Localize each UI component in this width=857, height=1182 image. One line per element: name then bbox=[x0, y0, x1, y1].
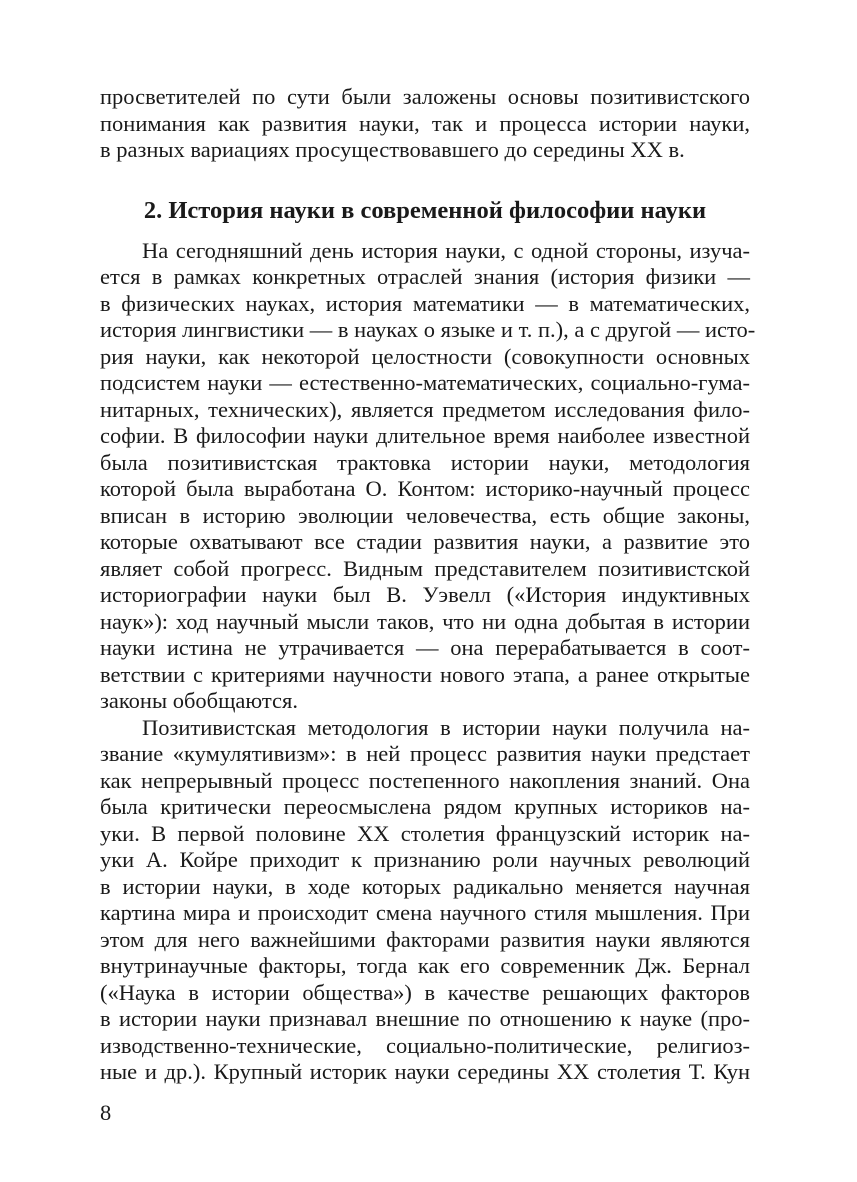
text-line: была критически переосмыслена рядом крупных историков на- bbox=[100, 794, 750, 819]
text-line: софии. В философии науки длительное время наиболее известной bbox=[100, 423, 750, 448]
text-line: историографии науки был В. Уэвелл («История индуктивных bbox=[100, 582, 750, 607]
text-line: в физических науках, история математики — в математических, bbox=[100, 290, 750, 316]
text-line: в разных вариациях просуществовавшего до середины XX в. bbox=[100, 137, 685, 162]
text-line: На сегодняшний день история науки, с одной стороны, изуча- bbox=[142, 237, 750, 263]
text-line: звание «кумулятивизм»: в ней процесс развития науки предстает bbox=[100, 741, 750, 766]
text-line: история лингвистики — в науках о языке и т. п.), а с другой — исто- bbox=[100, 317, 756, 342]
page-body bbox=[100, 84, 756, 1086]
text-line: уки А. Койре приходит к признанию роли научных революций bbox=[100, 847, 750, 872]
text-line: являет собой прогресс. Видным представителем позитивистской bbox=[100, 555, 750, 581]
text-line: изводственно-технические, социально-политические, религиоз- bbox=[100, 1032, 750, 1058]
text-line: вписан в историю эволюции человечества, есть общие законы, bbox=[100, 502, 750, 528]
text-line: внутринаучные факторы, тогда как его современник Дж. Бернал bbox=[100, 953, 750, 978]
intro-paragraph bbox=[100, 84, 750, 164]
text-line: ные и др.). Крупный историк науки середины XX столетия Т. Кун bbox=[100, 1059, 750, 1084]
text-line: как непрерывный процесс постепенного накопления знаний. Она bbox=[100, 767, 750, 793]
text-line: нитарных, технических), является предметом исследования фило- bbox=[100, 396, 750, 422]
text-line: наук»): ход научный мысли таков, что ни одна добытая в истории bbox=[100, 608, 750, 634]
text-line: была позитивистская трактовка истории науки, методология bbox=[100, 449, 750, 475]
text-line: уки. В первой половине XX столетия французский историк на- bbox=[100, 820, 750, 846]
section-heading: 2. История науки в современной философии науки bbox=[143, 196, 707, 224]
text-line: картина мира и происходит смена научного стиля мышления. При bbox=[100, 900, 750, 925]
text-line: в истории науки, в ходе которых радикально меняется научная bbox=[100, 873, 750, 899]
text-line: которые охватывают все стадии развития науки, а развитие это bbox=[100, 529, 750, 554]
text-line: науки истина не утрачивается — она перерабатывается в соот- bbox=[100, 635, 750, 660]
text-line: в истории науки признавал внешние по отношению к науке (про- bbox=[100, 1006, 750, 1031]
paragraph-1 bbox=[100, 237, 756, 715]
text-line: («Наука в истории общества») в качестве решающих факторов bbox=[100, 979, 750, 1005]
text-line: ется в рамках конкретных отраслей знания (история физики — bbox=[100, 264, 750, 289]
paragraph-2 bbox=[100, 715, 750, 1086]
text-line: подсистем науки — естественно-математических, социально-гума- bbox=[100, 370, 750, 395]
text-line: просветителей по сути были заложены основы позитивистского bbox=[100, 84, 750, 109]
text-line: законы обобщаются. bbox=[100, 688, 298, 713]
text-line: этом для него важнейшими факторами развития науки являются bbox=[100, 926, 750, 952]
text-line: Позитивистская методология в истории науки получила на- bbox=[142, 714, 750, 740]
text-line: ветствии с критериями научности нового этапа, а ранее открытые bbox=[100, 661, 750, 687]
text-line: рия науки, как некоторой целостности (совокупности основных bbox=[100, 343, 750, 369]
page-number: 8 bbox=[100, 1100, 112, 1125]
text-line: которой была выработана О. Контом: историко-научный процесс bbox=[100, 476, 750, 501]
text-line: понимания как развития науки, так и процесса истории науки, bbox=[100, 110, 750, 136]
